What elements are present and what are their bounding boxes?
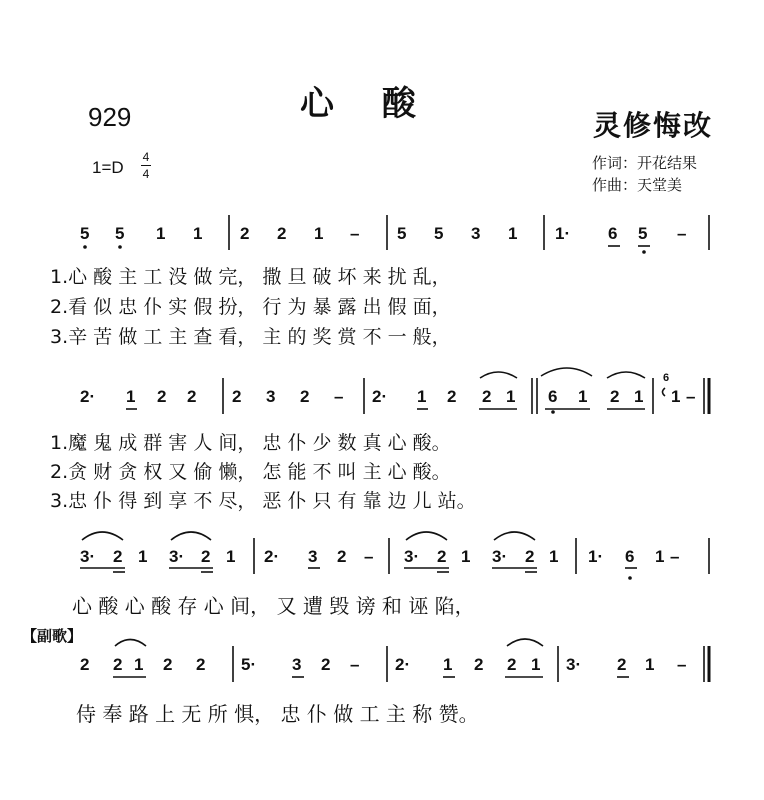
note: – <box>670 547 680 566</box>
note: 1 <box>531 655 541 674</box>
slur <box>82 532 123 540</box>
note: 5 <box>80 224 90 243</box>
note: 1 <box>443 655 453 674</box>
note: 3 <box>266 387 276 406</box>
note: – <box>364 547 374 566</box>
slur <box>541 368 592 376</box>
note: 2 <box>277 224 287 243</box>
note: 2 <box>113 655 123 674</box>
note: – <box>350 655 360 674</box>
slur <box>494 532 535 540</box>
slur <box>171 532 211 540</box>
note: 2 <box>113 547 123 566</box>
note: 3 <box>308 547 318 566</box>
note: – <box>677 655 687 674</box>
note: – <box>350 224 360 243</box>
note: 1· <box>555 224 571 243</box>
song-title: 心 酸 <box>300 84 434 124</box>
note: 2 <box>617 655 627 674</box>
note: 1 <box>578 387 588 406</box>
note: 3· <box>169 547 185 566</box>
note: 1 <box>655 547 665 566</box>
note: 2 <box>196 655 206 674</box>
note: 6 <box>548 387 558 406</box>
slur <box>507 639 543 646</box>
slur <box>115 640 146 647</box>
note: 3· <box>404 547 420 566</box>
note: 1· <box>588 547 604 566</box>
note: 2· <box>264 547 280 566</box>
lyric-verse-1: 1.心 酸 主 工 没 做 完， 撒 旦 破 坏 来 扰 乱， <box>50 266 451 288</box>
note: 1 <box>506 387 516 406</box>
note: 2 <box>474 655 484 674</box>
note: 2 <box>240 224 250 243</box>
note: 1 <box>193 224 203 243</box>
note: 2 <box>163 655 173 674</box>
note: 1 <box>461 547 471 566</box>
note: 3· <box>566 655 582 674</box>
note: 6 <box>625 547 635 566</box>
note: – <box>677 224 687 243</box>
time-signature-top: 4 <box>142 150 150 164</box>
note: 1 <box>549 547 559 566</box>
note: 2 <box>300 387 310 406</box>
slur <box>406 532 447 540</box>
note: 3 <box>471 224 481 243</box>
note: 1 <box>134 655 144 674</box>
note: 1 <box>126 387 136 406</box>
note: 1 <box>138 547 148 566</box>
song-category: 灵修悔改 <box>593 109 714 142</box>
note: 2 <box>447 387 457 406</box>
note: 5 <box>638 224 648 243</box>
key-signature: 1=D <box>92 158 124 177</box>
lyric-chorus: 侍 奉 路 上 无 所 惧， 忠 仆 做 工 主 称 赞。 <box>76 702 479 726</box>
note: 2 <box>437 547 447 566</box>
note: 5 <box>397 224 407 243</box>
grace-note: 6 <box>663 372 670 384</box>
lyric-verse-1: 1.魔 鬼 成 群 害 人 间， 忠 仆 少 数 真 心 酸。 <box>50 432 451 454</box>
lyric-verse-2: 2.看 似 忠 仆 实 假 扮， 行 为 暴 露 出 假 面， <box>50 296 451 318</box>
composer-credit: 作曲：天堂美 <box>592 176 683 194</box>
chorus-label: 【副歌】 <box>22 627 83 645</box>
note: 1 <box>156 224 166 243</box>
note: – <box>334 387 344 406</box>
note: 1 <box>671 387 681 406</box>
low-octave-dot <box>83 245 87 249</box>
note: 2 <box>610 387 620 406</box>
note: 2· <box>80 387 96 406</box>
lyric-verse-3: 3.辛 苦 做 工 主 查 看， 主 的 奖 赏 不 一 般， <box>50 326 451 348</box>
slur <box>480 372 517 378</box>
note: 2 <box>157 387 167 406</box>
note: 1 <box>417 387 427 406</box>
note: 2 <box>80 655 90 674</box>
low-octave-dot <box>642 250 646 254</box>
note: 2 <box>201 547 211 566</box>
slur <box>607 372 645 378</box>
low-octave-dot <box>118 245 122 249</box>
lyric-verse-3: 3.忠 仆 得 到 享 不 尽， 恶 仆 只 有 靠 边 儿 站。 <box>50 490 476 512</box>
note: 3· <box>80 547 96 566</box>
low-octave-dot <box>551 410 555 414</box>
lyric-row-3: 心 酸 心 酸 存 心 间， 又 遭 毁 谤 和 诬 陷， <box>72 594 475 618</box>
note: – <box>686 387 696 406</box>
low-octave-dot <box>628 576 632 580</box>
note: 5 <box>434 224 444 243</box>
note: 5 <box>115 224 125 243</box>
note: 2 <box>232 387 242 406</box>
note: 2 <box>187 387 197 406</box>
note: 2· <box>372 387 388 406</box>
note: 1 <box>508 224 518 243</box>
note: 1 <box>226 547 236 566</box>
note: 1 <box>645 655 655 674</box>
note: 3· <box>492 547 508 566</box>
note: 2 <box>507 655 517 674</box>
note: 6 <box>608 224 618 243</box>
note: 3 <box>292 655 302 674</box>
lyric-verse-2: 2.贪 财 贪 权 又 偷 懒， 怎 能 不 叫 主 心 酸。 <box>50 461 451 483</box>
song-number: 929 <box>88 102 132 132</box>
note: 2 <box>482 387 492 406</box>
lyricist-credit: 作词：开花结果 <box>592 154 698 172</box>
note: 2 <box>321 655 331 674</box>
note: 2 <box>337 547 347 566</box>
note: 1 <box>314 224 324 243</box>
note: 2 <box>525 547 535 566</box>
grace-slur <box>663 388 666 396</box>
note: 5· <box>241 655 257 674</box>
note: 2· <box>395 655 411 674</box>
note: 1 <box>634 387 644 406</box>
time-signature-bottom: 4 <box>142 167 150 181</box>
